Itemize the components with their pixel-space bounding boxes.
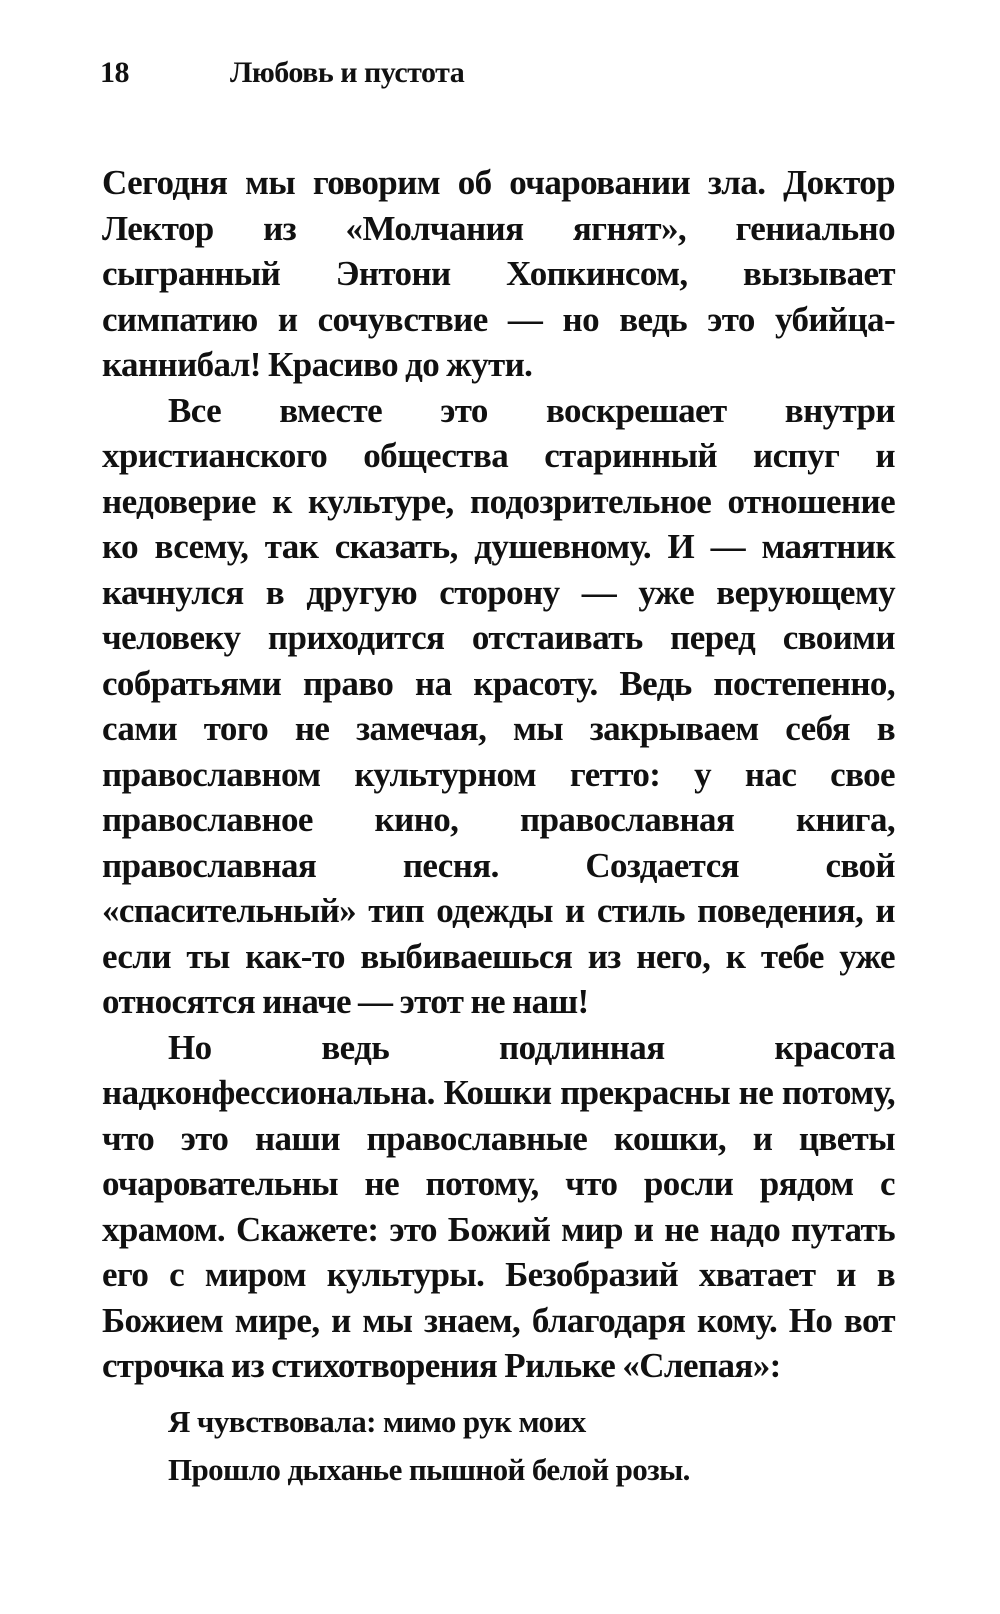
body-text [102,160,895,1389]
paragraph-3: Но ведь подлинная красота надконфессиональна. Кошки прекрасны не потому, что это наши православные кошки, и цветы очаровательны не потому, что росли рядом с храмом. Скажете: это Божий мир и не надо путать его с миром культуры. Безобразий хватает и в Божием мире, и мы знаем, благодаря кому. Но вот строчка из стихотворения Рильке «Слепая»: [102,1027,895,1385]
paragraph-2: Все вместе это воскрешает внутри христианского общества старинный испуг и недоверие к культуре, подозрительное отношение ко всему, так сказать, душевному. И — маятник качнулся в другую сторону — уже верующему человеку приходится отстаивать перед своими собратьями право на красоту. Ведь постепенно, сами того не замечая, мы закрываем себя в православном культурном гетто: у нас свое православное кино, православная книга, православная песня. Создается свой «спасительный» тип одежды и стиль поведения, и если ты как-то выбиваешься из него, к тебе уже относятся иначе — этот не наш! [102,390,895,1021]
running-title: Любовь и пустота [230,56,465,89]
verse-quote [168,1398,888,1494]
page-header [100,48,900,98]
page-number: 18 [100,56,129,89]
verse-line-1: Я чувствовала: мимо рук моих [168,1404,586,1439]
paragraph-1: Сегодня мы говорим об очаровании зла. Доктор Лектор из «Молчания ягнят», гениально сыгранный Энтони Хопкинсом, вызывает симпатию и сочувствие — но ведь это убийца-каннибал! Красиво до жути. [102,163,895,384]
verse-line-2: Прошло дыханье пышной белой розы. [168,1452,690,1487]
